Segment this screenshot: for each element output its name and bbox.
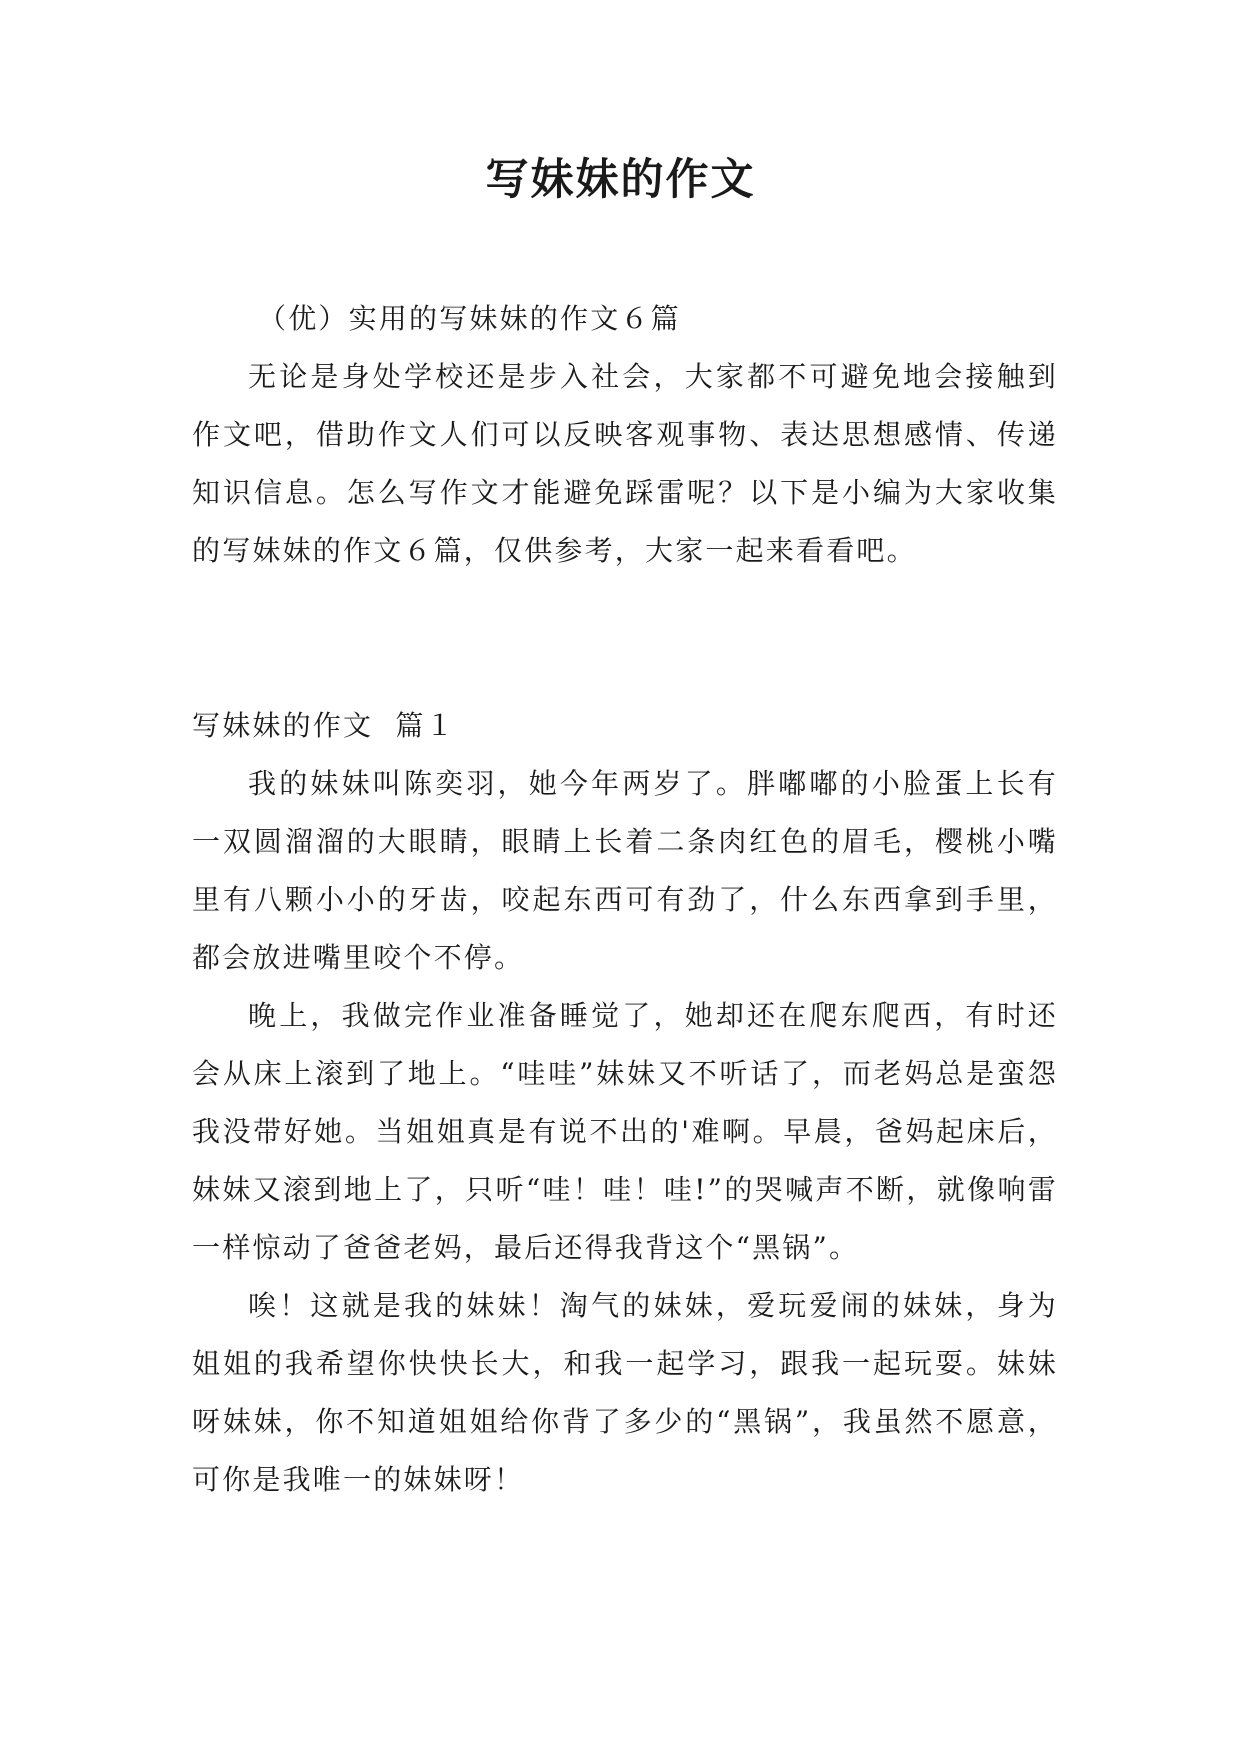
body-paragraph-1: 我的妹妹叫陈奕羽，她今年两岁了。胖嘟嘟的小脸蛋上长有一双圆溜溜的大眼睛，眼睛上长着二条肉红色的眉毛，樱桃小嘴里有八颗小小的牙齿，咬起东西可有劲了，什么东西拿到手里，都会放进嘴里咬个不停。: [192, 767, 1058, 974]
intro-paragraph: 无论是身处学校还是步入社会，大家都不可避免地会接触到作文吧，借助作文人们可以反映客观事物、表达思想感情、传递知识信息。怎么写作文才能避免踩雷呢？以下是小编为大家收集的写妹妹的作文６篇，仅供参考，大家一起来看看吧。: [192, 360, 1058, 567]
body-paragraph-3: 唉！这就是我的妹妹！淘气的妹妹，爱玩爱闹的妹妹，身为姐姐的我希望你快快长大，和我一起学习，跟我一起玩耍。妹妹呀妹妹，你不知道姐姐给你背了多少的“黑锅”，我虽然不愿意，可你是我唯一的妹妹呀！: [192, 1289, 1058, 1496]
section-body: [192, 755, 1058, 1509]
section-heading: 写妹妹的作文 篇１: [192, 709, 456, 742]
intro-block: [192, 348, 1058, 580]
document-subtitle: （优）实用的写妹妹的作文６篇: [258, 302, 681, 335]
body-paragraph-2: 晚上，我做完作业准备睡觉了，她却还在爬东爬西，有时还会从床上滚到了地上。“哇哇”妹妹又不听话了，而老妈总是蛮怨我没带好她。当姐姐真是有说不出的'难啊。早晨，爸妈起床后，妹妹又滚到地上了，只听“哇！哇！哇!”的哭喊声不断，就像响雷一样惊动了爸爸老妈，最后还得我背这个“黑锅”。: [192, 999, 1058, 1264]
document-title: 写妹妹的作文: [485, 155, 756, 205]
